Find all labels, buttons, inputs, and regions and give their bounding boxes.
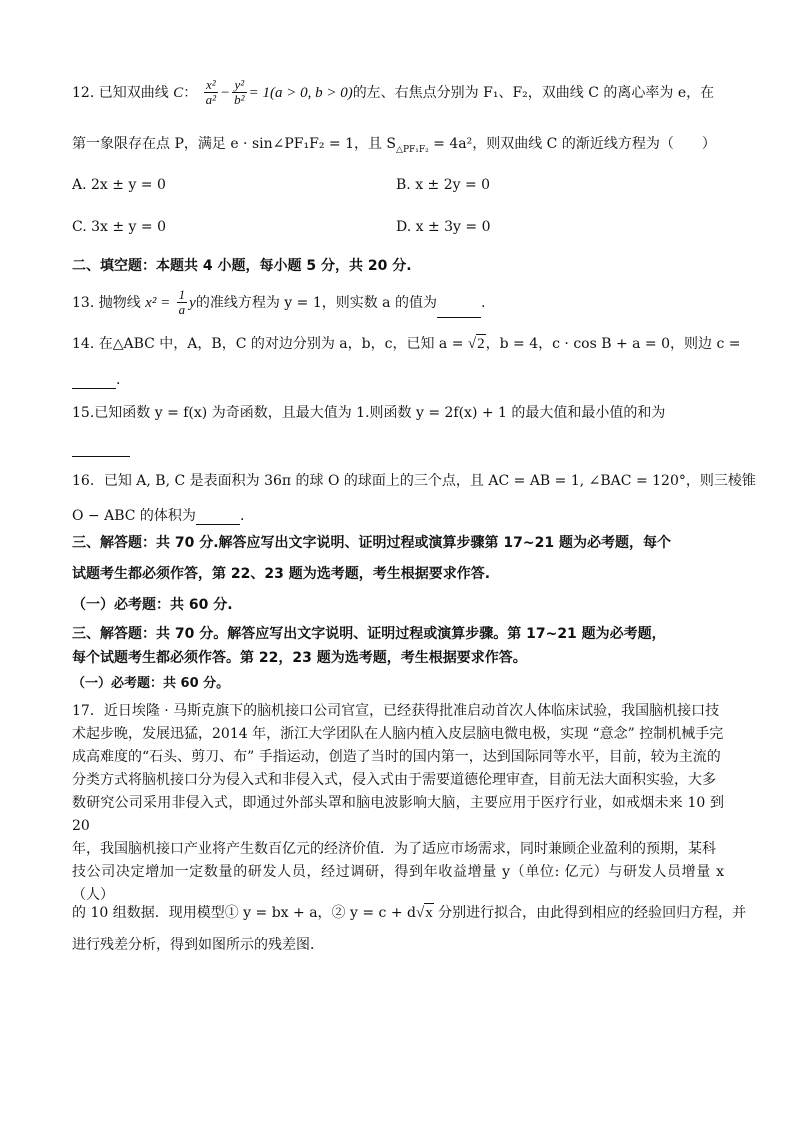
section3a-line2: 试题考生都必须作答，第 22、23 题为选考题，考生根据要求作答. (72, 566, 491, 582)
section3a-sub: （一）必考题：共 60 分. (72, 597, 233, 613)
q17-line9: 进行残差分析，得到如图所示的残差图． (72, 937, 324, 953)
q17-line: 数研究公司采用非侵入式，即通过外部头罩和脑电波影响大脑，主要应用于医疗行业，如戒烟未来 10 到 20 (72, 795, 724, 834)
q14-line2: . (72, 372, 120, 389)
q16-line2: O − ABC 的体积为 . (72, 508, 245, 524)
q17-line: 成高难度的“石头、剪刀、布” 手指运动，创造了当时的国内第一，达到国际同等水平，目前，较为主流的 (72, 749, 721, 765)
q17-line8: 的 10 组数据．现用模型① y = bx + a，② y = c + d√x 分别进行拟合，由此得到相应的经验回归方程，并 (72, 905, 747, 921)
fraction-x2-a2: $\frac{\text{x²}}{\text{a²}}$ (205, 77, 217, 108)
section2-title: 二、填空题：本题共 4 小题，每小题 5 分，共 20 分. (72, 258, 412, 274)
curve-name: C (173, 84, 184, 101)
section3b-line2: 每个试题考生都必须作答。第 22，23 题为选考题，考生根据要求作答。 (72, 650, 527, 666)
q17-line: 17．近日埃隆 · 马斯克旗下的脑机接口公司官宣，已经获得批准启动首次人体临床试验，我国脑机接口技 (72, 703, 720, 719)
q12-prefix: 12. 已知双曲线 (72, 84, 169, 101)
q17-line: 年，我国脑机接口产业将产生数百亿元的经济价值．为了适应市场需求，同时兼顾企业盈利的预期，某科 (72, 841, 716, 857)
q12-suffix: 的左、右焦点分别为 F₁、F₂，双曲线 C 的离心率为 e，在 (352, 84, 715, 101)
q12-condition: = 1(a > 0, b > 0) (248, 84, 353, 101)
q12-option-a: A. 2x ± y = 0 (72, 177, 166, 193)
q12-line2: 第一象限存在点 P，满足 e · sin∠PF₁F₂ = 1，且 $S_{\triangle PF_1F_2} = 4a^2$，则双曲线 C 的渐近线方程为（ ） (72, 136, 716, 155)
answer-blank (72, 442, 130, 457)
q16-line1: 16．已知 A, B, C 是表面积为 36π 的球 O 的球面上的三个点，且 AC = AB = 1, ∠BAC = 120°，则三棱锥 (72, 473, 756, 489)
fraction-1-a: $\frac{1}{a}$ (178, 287, 186, 318)
q12-option-b: B. x ± 2y = 0 (396, 177, 491, 193)
q17-line: 分类方式将脑机接口分为侵入式和非侵入式，侵入式由于需要道德伦理审查，目前无法大面积实验，大多 (72, 772, 716, 788)
q17-line: 术起步晚，发展迅猛，2014 年，浙江大学团队在人脑内植入皮层脑电微电极，实现 “意念” 控制机械手完 (72, 726, 724, 742)
section3b-line1: 三、解答题：共 70 分。解答应写出文字说明、证明过程或演算步骤。第 17~21 题为必考题， (72, 626, 666, 642)
q13: 13. 抛物线 x² = $\frac{1}{a}$ y的准线方程为 y = 1，则实数 a 的值为 . (72, 287, 486, 318)
fraction-y2-b2: $\frac{\text{y²}}{\text{b²}}$ (234, 77, 245, 108)
answer-blank (437, 303, 481, 318)
q17-line: 技公司决定增加一定数量的研发人员，经过调研，得到年收益增量 y（单位: 亿元）与研发人员增量 x（人） (72, 864, 724, 903)
q14-line1: 14. 在△ABC 中，A，B，C 的对边分别为 a，b，c，已知 a = √2，b = 4，c · cos B + a = 0，则边 c = (72, 336, 741, 352)
q15-line2 (72, 440, 130, 457)
q12-option-c: C. 3x ± y = 0 (72, 219, 166, 235)
q12-option-d: D. x ± 3y = 0 (396, 219, 491, 235)
q12-line1: 12. 已知双曲线 C： $\frac{\text{x²}}{\text{a²}}$ − $\frac{\text{y²}}{\text{b²}}$ = 1(a > 0, b > 0)的左、右焦点分别为 F₁、F₂，双曲线 C 的离心率为 e，在 (72, 77, 715, 108)
section3a-line1: 三、解答题：共 70 分.解答应写出文字说明、证明过程或演算步骤第 17~21 题为必考题，每个 (72, 535, 671, 551)
q15-line1: 15.已知函数 y = f(x) 为奇函数，且最大值为 1.则函数 y = 2f(x) + 1 的最大值和最小值的和为 (72, 405, 666, 421)
q17-body (72, 700, 724, 907)
answer-blank (196, 510, 240, 525)
answer-blank (72, 374, 116, 389)
section3b-sub: （一）必考题：共 60 分。 (72, 676, 230, 691)
